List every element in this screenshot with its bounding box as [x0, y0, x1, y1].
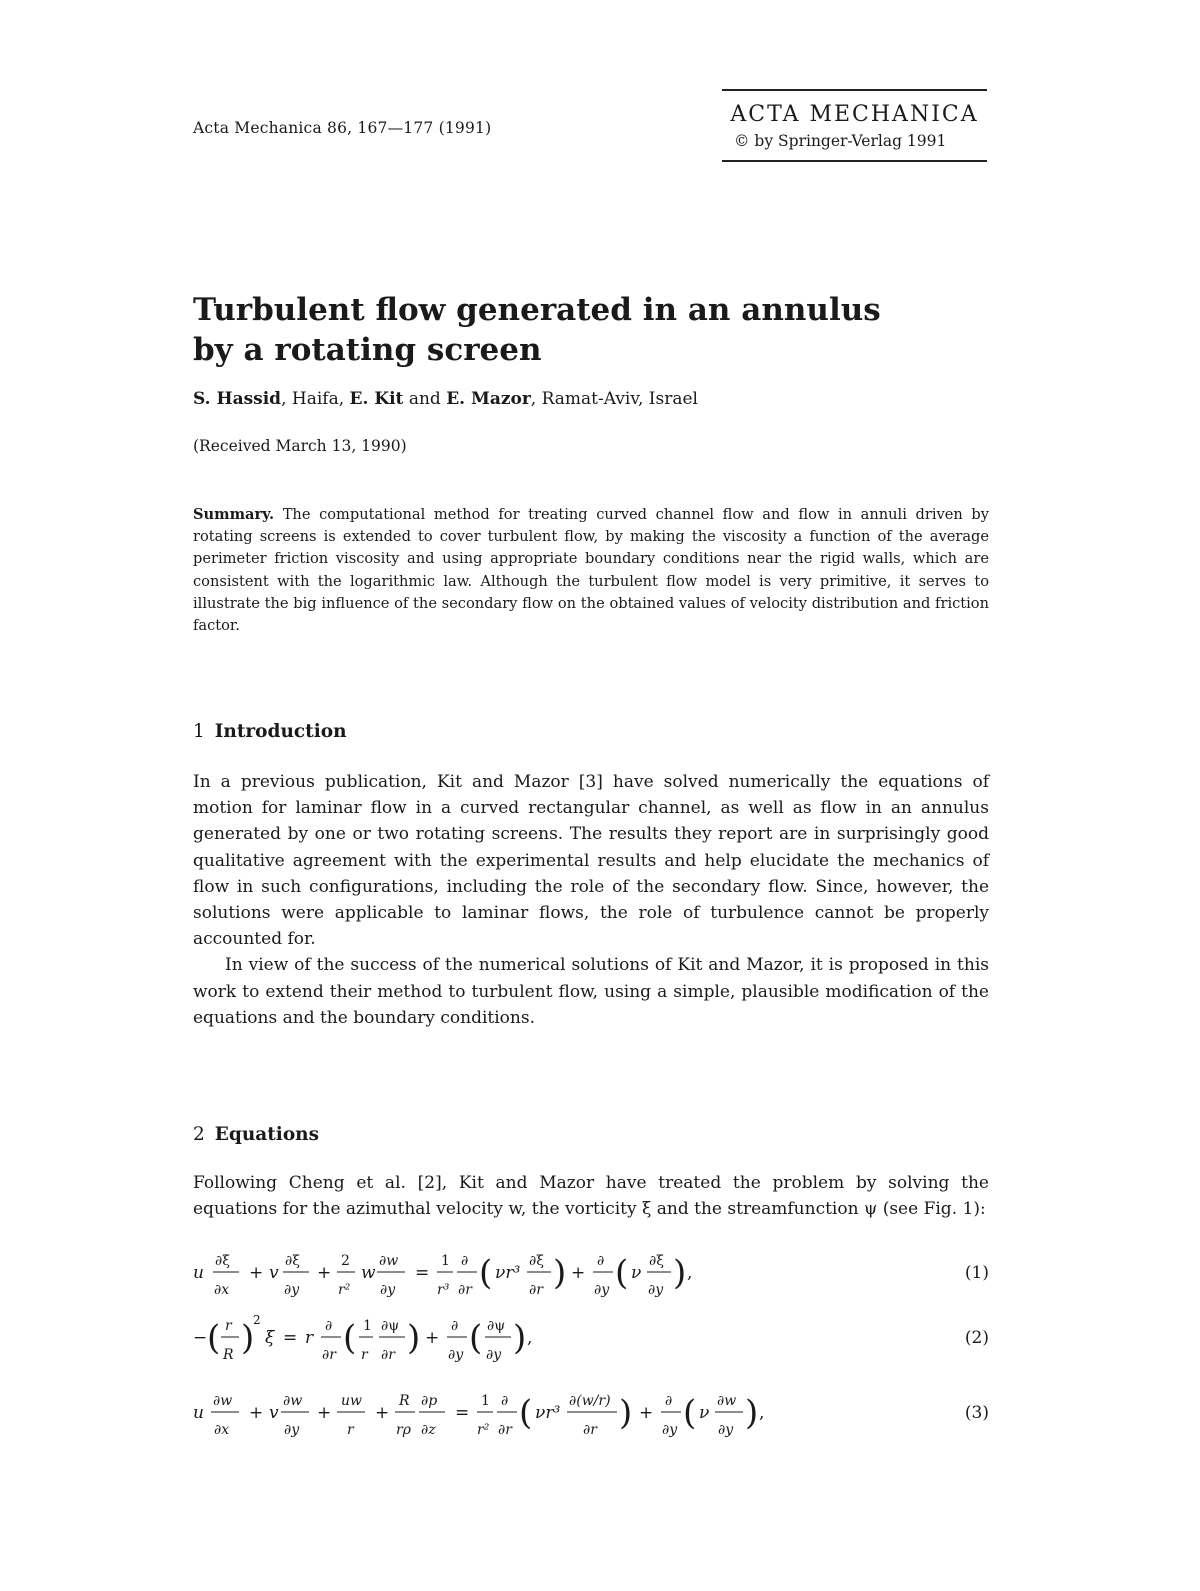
svg-text:+: +: [425, 1328, 440, 1348]
section-heading-introduction: [193, 721, 347, 742]
svg-text:∂ξ: ∂ξ: [649, 1253, 664, 1269]
svg-text:+: +: [639, 1403, 654, 1423]
section-number: 1: [193, 721, 205, 742]
svg-text:R: R: [223, 1347, 234, 1363]
svg-text:∂x: ∂x: [214, 1282, 230, 1298]
svg-text:∂x: ∂x: [214, 1422, 230, 1438]
svg-text:ξ: ξ: [265, 1328, 275, 1348]
equation-3-formula: [193, 1383, 893, 1445]
svg-text:+: +: [571, 1263, 586, 1283]
equation-3: [193, 1383, 989, 1445]
svg-text:∂w: ∂w: [213, 1393, 233, 1409]
svg-text:−: −: [193, 1328, 208, 1348]
introduction-paragraph-2: In view of the success of the numerical solutions of Kit and Mazor, it is proposed in this work to extend their method to turbulent flow, using a simple, plausible modification of the equations and the boundary conditions.: [193, 955, 989, 1028]
svg-text:r²: r²: [477, 1422, 490, 1438]
svg-text:∂ξ: ∂ξ: [529, 1253, 544, 1269]
svg-text:v: v: [269, 1263, 279, 1283]
masthead-title: ACTA MECHANICA: [730, 102, 979, 127]
svg-text:∂y: ∂y: [486, 1347, 502, 1363]
svg-text:1: 1: [363, 1318, 372, 1334]
svg-text:∂y: ∂y: [648, 1282, 664, 1298]
equation-2-formula: [193, 1308, 893, 1370]
svg-text:): ): [241, 1318, 255, 1358]
svg-text:∂ψ: ∂ψ: [381, 1318, 400, 1334]
equation-1-formula: [193, 1243, 893, 1305]
svg-text:∂w: ∂w: [283, 1393, 303, 1409]
summary-label: Summary.: [193, 506, 275, 523]
svg-text:(: (: [615, 1253, 629, 1293]
svg-text:,: ,: [527, 1328, 533, 1348]
affiliation-ramat-aviv: , Ramat-Aviv, Israel: [530, 389, 698, 409]
svg-text:r: r: [361, 1347, 368, 1363]
summary-paragraph: [193, 504, 989, 637]
svg-text:∂(w/r): ∂(w/r): [569, 1393, 611, 1409]
affiliation-haifa: , Haifa,: [281, 389, 350, 409]
svg-text:2: 2: [341, 1253, 350, 1269]
svg-text:=: =: [415, 1263, 430, 1283]
svg-text:u: u: [193, 1263, 204, 1283]
svg-text:(: (: [469, 1318, 483, 1358]
masthead-bottom-rule: [722, 160, 987, 162]
svg-text:(: (: [479, 1253, 493, 1293]
svg-text:∂y: ∂y: [718, 1422, 734, 1438]
svg-text:+: +: [317, 1403, 332, 1423]
svg-text:,: ,: [687, 1263, 693, 1283]
svg-text:∂: ∂: [461, 1253, 469, 1269]
title-line-2: by a rotating screen: [193, 332, 542, 368]
svg-text:2: 2: [253, 1313, 261, 1327]
svg-text:+: +: [249, 1263, 264, 1283]
svg-text:+: +: [249, 1403, 264, 1423]
svg-text:∂y: ∂y: [594, 1282, 610, 1298]
svg-text:(: (: [519, 1393, 533, 1433]
svg-text:∂y: ∂y: [284, 1282, 300, 1298]
equation-3-number: (3): [964, 1403, 989, 1423]
svg-text:νr³: νr³: [535, 1403, 561, 1423]
svg-text:∂r: ∂r: [498, 1422, 512, 1438]
svg-text:∂ξ: ∂ξ: [215, 1253, 230, 1269]
svg-text:∂: ∂: [325, 1318, 333, 1334]
svg-text:∂w: ∂w: [717, 1393, 737, 1409]
summary-text: The computational method for treating curved channel flow and flow in annuli driven by rotating screens is extended to cover turbulent flow, by making the viscosity a function of the average perimeter friction viscosity and using appropriate boundary conditions near the rigid walls, which are consistent with the logarithmic law. Although the turbulent flow model is very primitive, it serves to illustrate the big influence of the secondary flow on the obtained values of velocity distribution and friction factor.: [193, 506, 989, 635]
author-mazor: E. Mazor: [446, 389, 531, 409]
svg-text:u: u: [193, 1403, 204, 1423]
svg-text:): ): [673, 1253, 687, 1293]
svg-text:): ): [619, 1393, 633, 1433]
svg-text:=: =: [283, 1328, 298, 1348]
svg-text:r³: r³: [437, 1282, 450, 1298]
svg-text:): ): [745, 1393, 759, 1433]
author-hassid: S. Hassid: [193, 389, 282, 409]
introduction-body: [193, 769, 989, 1031]
svg-text:ν: ν: [699, 1403, 710, 1423]
svg-text:+: +: [375, 1403, 390, 1423]
equation-1: [193, 1243, 989, 1305]
svg-text:νr³: νr³: [495, 1263, 521, 1283]
svg-text:rρ: rρ: [396, 1422, 411, 1438]
svg-text:∂y: ∂y: [380, 1282, 396, 1298]
svg-text:w: w: [361, 1263, 376, 1283]
author-conjunction: and: [403, 389, 447, 409]
svg-text:(: (: [207, 1318, 221, 1358]
svg-text:∂r: ∂r: [458, 1282, 472, 1298]
journal-reference: Acta Mechanica 86, 167—177 (1991): [193, 119, 492, 137]
svg-text:v: v: [269, 1403, 279, 1423]
svg-text:∂r: ∂r: [322, 1347, 336, 1363]
section-heading-equations: [193, 1124, 319, 1145]
svg-text:r: r: [347, 1422, 354, 1438]
received-date: (Received March 13, 1990): [193, 437, 407, 455]
masthead-top-rule: [722, 89, 987, 91]
svg-text:r: r: [305, 1328, 314, 1348]
svg-text:∂ψ: ∂ψ: [487, 1318, 506, 1334]
svg-text:∂z: ∂z: [421, 1422, 436, 1438]
svg-text:∂: ∂: [451, 1318, 459, 1334]
svg-text:∂y: ∂y: [284, 1422, 300, 1438]
svg-text:(: (: [343, 1318, 357, 1358]
svg-text:uw: uw: [341, 1393, 362, 1409]
equations-body: [193, 1170, 989, 1222]
svg-text:∂r: ∂r: [583, 1422, 597, 1438]
svg-text:∂: ∂: [597, 1253, 605, 1269]
section-title: Introduction: [214, 721, 347, 742]
svg-text:r²: r²: [338, 1282, 351, 1298]
svg-text:1: 1: [441, 1253, 450, 1269]
introduction-paragraph-1: In a previous publication, Kit and Mazor [3] have solved numerically the equations of motion for laminar flow in a curved rectangular channel, as well as flow in an annulus generated by one or two rotating screens. The results they report are in surprisingly good qualitative agreement with the experimental results and help elucidate the mechanics of flow in such configurations, including the role of the secondary flow. Since, however, the solutions were applicable to laminar flows, the role of turbulence cannot be properly accounted for.: [193, 772, 989, 950]
svg-text:1: 1: [481, 1393, 490, 1409]
author-kit: E. Kit: [349, 389, 404, 409]
equation-2-number: (2): [964, 1328, 989, 1348]
svg-text:): ): [553, 1253, 567, 1293]
equations-paragraph-1: Following Cheng et al. [2], Kit and Mazor have treated the problem by solving the equations for the azimuthal velocity w, the vorticity ξ and the streamfunction ψ (see Fig. 1):: [193, 1173, 989, 1220]
article-title: [193, 290, 953, 370]
svg-text:∂: ∂: [665, 1393, 673, 1409]
masthead-copyright: © by Springer-Verlag 1991: [734, 132, 947, 150]
equation-1-number: (1): [964, 1263, 989, 1283]
svg-text:∂ξ: ∂ξ: [285, 1253, 300, 1269]
title-line-1: Turbulent flow generated in an annulus: [193, 292, 881, 328]
svg-text:∂p: ∂p: [421, 1393, 438, 1409]
svg-text:∂w: ∂w: [379, 1253, 399, 1269]
author-line: [193, 389, 698, 409]
svg-text:ν: ν: [631, 1263, 642, 1283]
svg-text:+: +: [317, 1263, 332, 1283]
svg-text:∂r: ∂r: [381, 1347, 395, 1363]
svg-text:=: =: [455, 1403, 470, 1423]
svg-text:,: ,: [759, 1403, 765, 1423]
equation-2: [193, 1308, 989, 1370]
svg-text:): ): [407, 1318, 421, 1358]
svg-text:∂y: ∂y: [662, 1422, 678, 1438]
svg-text:): ): [513, 1318, 527, 1358]
svg-text:∂y: ∂y: [448, 1347, 464, 1363]
svg-text:r: r: [225, 1318, 232, 1334]
svg-text:∂: ∂: [501, 1393, 509, 1409]
svg-text:(: (: [683, 1393, 697, 1433]
svg-text:∂r: ∂r: [529, 1282, 543, 1298]
svg-text:R: R: [399, 1393, 410, 1409]
section-title: Equations: [214, 1124, 320, 1145]
section-number: 2: [193, 1124, 205, 1145]
